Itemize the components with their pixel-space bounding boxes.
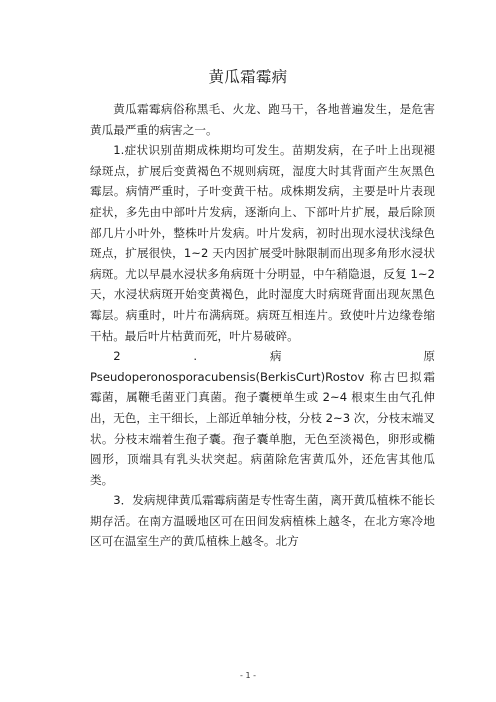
paragraph-pathogen-heading: 2 . 病 原 (113, 349, 435, 364)
paragraph-intro: 黄瓜霜霉病俗称黑毛、火龙、跑马干，各地普遍发生，是危害黄瓜最严重的病害之一。 (90, 102, 435, 137)
page-number: - 1 - (240, 671, 256, 680)
paragraph-disease-pattern: 3．发病规律黄瓜霜霉病菌是专性寄生菌，离开黄瓜植株不能长期存活。在南方温暖地区可在田间发病植株上越冬，在北方寒冷地区可在温室生产的黄瓜植株上越冬。北方 (90, 493, 435, 549)
document-title: 黄瓜霜霉病 (208, 68, 288, 86)
document-body (90, 99, 435, 552)
paragraph-pathogen: Pseudoperonosporacubensis(BerkisCurt)Rostov 称古巴拟霜霉菌，属鞭毛菌亚门真菌。孢子囊梗单生或 2~4 根束生由气孔伸出，无色，主干细长，上部近单轴分枝，分枝 2~3 次，分枝末端叉状。分枝末端着生孢子囊。孢子囊单胞，无色至淡褐色，卵形或椭圆形，顶端具有乳头状突起。病菌除危害黄瓜外，还危害其他瓜类。 (90, 369, 435, 487)
paragraph-symptoms: 1.症状识别苗期成株期均可发生。苗期发病，在子叶上出现褪绿斑点，扩展后变黄褐色不规则病斑，湿度大时其背面产生灰黑色霉层。病情严重时，子叶变黄干枯。成株期发病，主要是叶片表现症状，多先由中部叶片发病，逐渐向上、下部叶片扩展，最后除顶部几片小叶外，整株叶片发病。叶片发病，初时出现水浸状浅绿色斑点，扩展很快，1~2 天内因扩展受叶脉限制而出现多角形水浸状病斑。尤以早晨水浸状多角病斑十分明显，中午稍隐退，反复 1~2 天，水浸状病斑开始变黄褐色，此时湿度大时病斑背面出现灰黑色霉层。病重时，叶片布满病斑。病斑互相连片。致使叶片边缘卷缩干枯。最后叶片枯黄而死，叶片易破碎。 (90, 143, 435, 343)
